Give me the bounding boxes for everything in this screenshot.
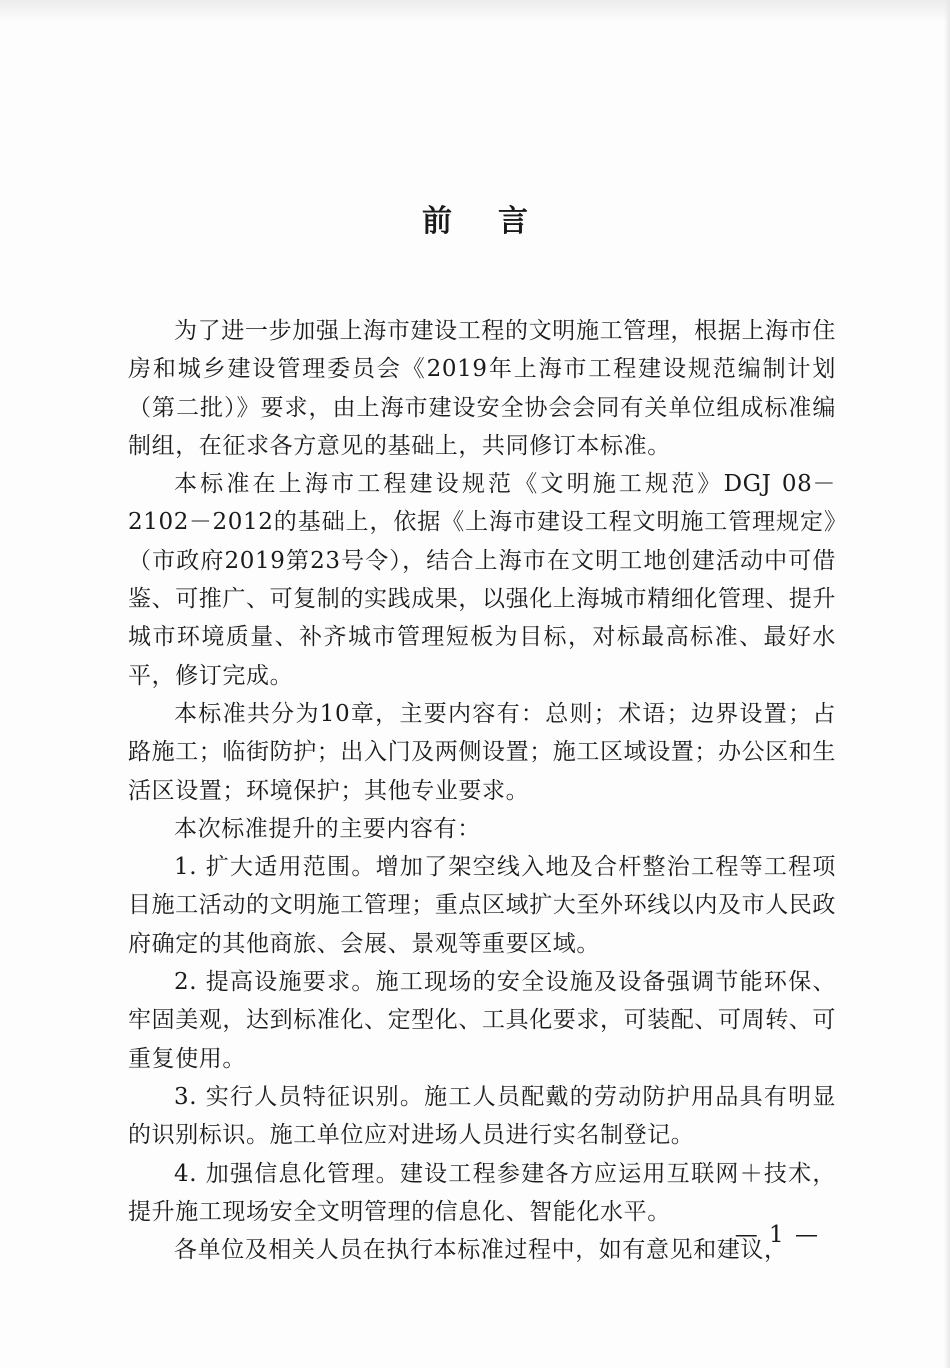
paragraph: 各单位及相关人员在执行本标准过程中，如有意见和建议， bbox=[174, 1237, 788, 1264]
paragraph: 本标准在上海市工程建设规范《文明施工规范》DGJ 08－2102－2012的基础上，依据《上海市建设工程文明施工管理规定》（市政府2019第23号令），结合上海市在文明工地创建活动中可借鉴、可推广、可复制的实践成果，以强化上海城市精细化管理、提升城市环境质量、补齐城市管理短板为目标，对标最高标准、最好水平，修订完成。 bbox=[128, 471, 836, 689]
list-item: 3. 实行人员特征识别。施工人员配戴的劳动防护用品具有明显的识别标识。施工单位应对进场人员进行实名制登记。 bbox=[128, 1083, 836, 1149]
list-item: 4. 加强信息化管理。建设工程参建各方应运用互联网＋技术，提升施工现场安全文明管理的信息化、智能化水平。 bbox=[128, 1160, 836, 1225]
body-text bbox=[128, 312, 836, 1269]
list-item: 1. 扩大适用范围。增加了架空线入地及合杆整治工程等工程项目施工活动的文明施工管理；重点区域扩大至外环线以内及市人民政府确定的其他商旅、会展、景观等重要区域。 bbox=[128, 854, 836, 957]
page-number: — 1 — bbox=[734, 1222, 820, 1248]
page-title: 前言 bbox=[422, 204, 574, 239]
paragraph: 本标准共分为10章，主要内容有：总则；术语；边界设置；占路施工；临街防护；出入门及两侧设置；施工区域设置；办公区和生活区设置；环境保护；其他专业要求。 bbox=[128, 700, 836, 804]
scan-shadow bbox=[0, 0, 950, 22]
list-item: 2. 提高设施要求。施工现场的安全设施及设备强调节能环保、牢固美观，达到标准化、定型化、工具化要求，可装配、可周转、可重复使用。 bbox=[128, 969, 836, 1072]
paragraph: 本次标准提升的主要内容有： bbox=[174, 815, 481, 842]
paragraph: 为了进一步加强上海市建设工程的文明施工管理，根据上海市住房和城乡建设管理委员会《2019年上海市工程建设规范编制计划（第二批）》要求，由上海市建设安全协会会同有关单位组成标准编制组，在征求各方意见的基础上，共同修订本标准。 bbox=[128, 318, 836, 459]
